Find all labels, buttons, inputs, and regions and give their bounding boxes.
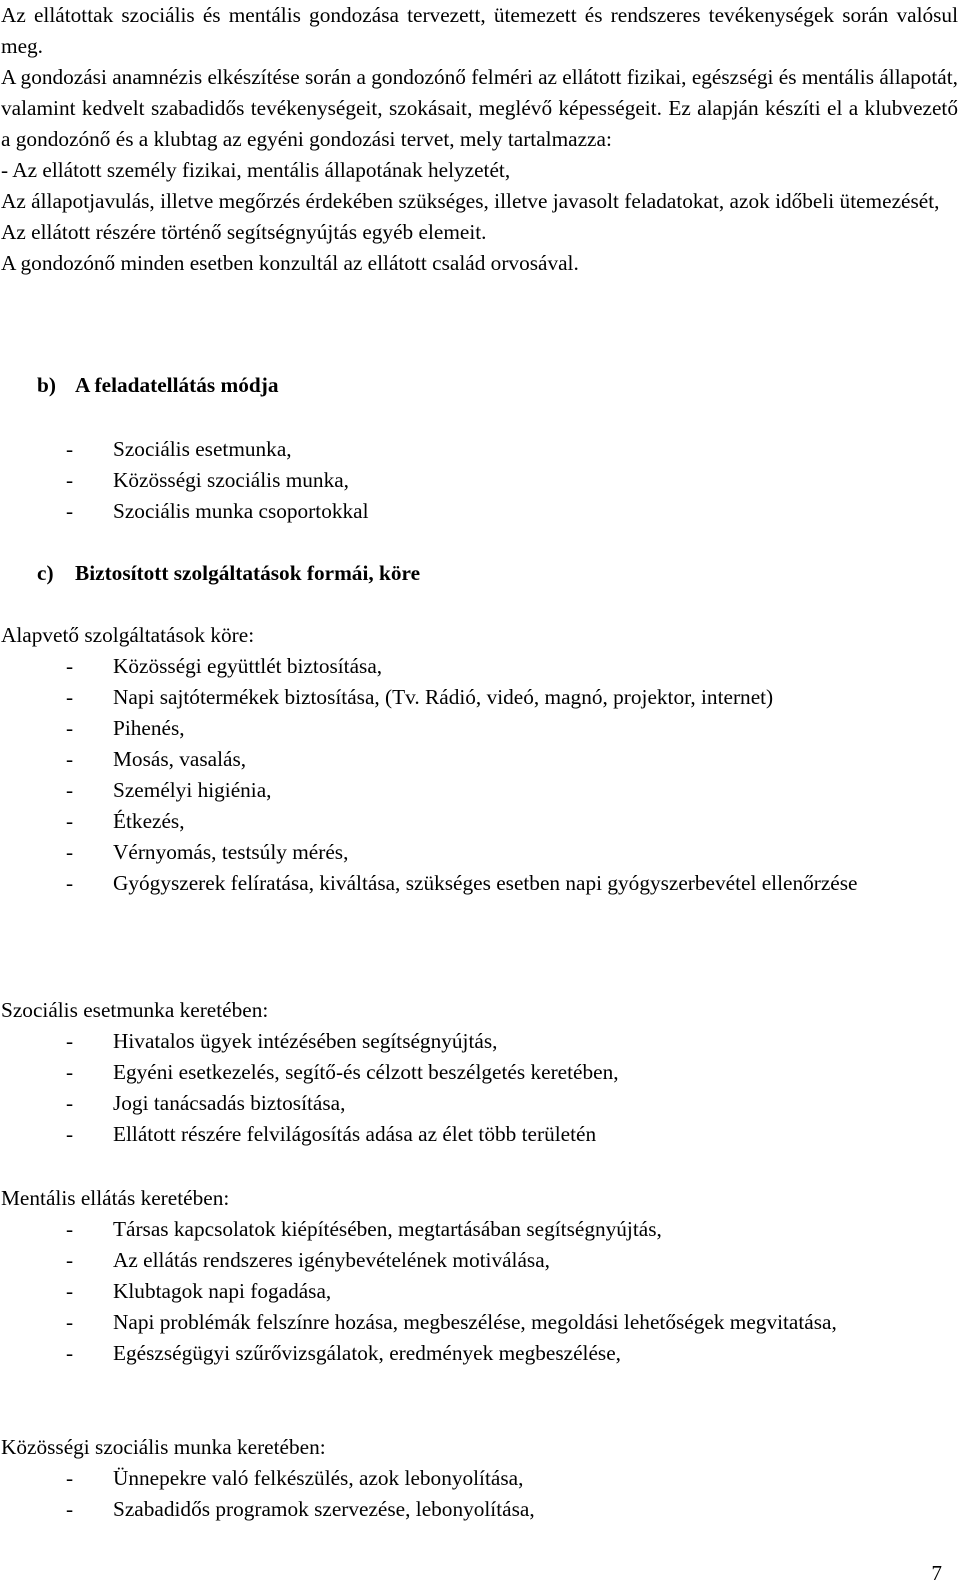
list-item [0,434,960,465]
list-item [0,1463,960,1494]
list-item-text: Vérnyomás, testsúly mérés, [113,840,349,864]
section-c-title: Biztosított szolgáltatások formái, köre [75,561,421,585]
intro-paragraph-2: A gondozási anamnézis elkészítése során a gondozónő felméri az ellátott fizikai, egészségi és mentális állapotát, valamint kedvelt szabadidős tevékenységeit, szokásait, meglévő képességeit. Ez alapján készíti el a klubvezető a gondozónő és a klubtag az egyéni gondozási tervet, mely tartalmazza: [1,65,958,151]
list-item [0,682,960,713]
list-item-text: Étkezés, [113,809,185,833]
list-item [0,1057,960,1088]
list-item [0,775,960,806]
list-item-text: Ünnepekre való felkészülés, azok lebonyolítása, [113,1466,524,1490]
list-item-text: Személyi higiénia, [113,778,272,802]
list-dash: - [66,1248,74,1272]
intro-text [1,0,958,279]
list-item [0,1276,960,1307]
list-item-text: Szociális esetmunka, [113,437,292,461]
mentalis-list-block [0,1214,960,1369]
list-item [0,1088,960,1119]
alapveto-list [0,651,960,899]
list-item [0,1307,960,1338]
kozossegi-list-block [0,1463,960,1525]
section-b-heading [37,370,279,401]
list-dash: - [66,1279,74,1303]
alapveto-label: Alapvető szolgáltatások köre: [1,623,255,647]
list-item [0,1026,960,1057]
esetmunka-list [0,1026,960,1150]
mentalis-list [0,1214,960,1369]
list-item-text: Társas kapcsolatok kiépítésében, megtartásában segítségnyújtás, [113,1217,662,1241]
list-item [0,651,960,682]
list-dash: - [66,437,74,461]
list-dash: - [66,1341,74,1365]
list-dash: - [66,809,74,833]
list-dash: - [66,716,74,740]
list-item-text: Pihenés, [113,716,185,740]
list-item-text: Közösségi együttlét biztosítása, [113,654,383,678]
alapveto-list-block [0,651,960,899]
list-dash: - [66,1091,74,1115]
list-item-text: Közösségi szociális munka, [113,468,349,492]
list-item-text: Az ellátás rendszeres igénybevételének motiválása, [113,1248,550,1272]
list-dash: - [66,1310,74,1334]
list-dash: - [66,1217,74,1241]
list-item [0,713,960,744]
list-dash: - [66,685,74,709]
list-item [0,1245,960,1276]
list-item-text: Mosás, vasalás, [113,747,247,771]
section-c-heading [37,558,420,589]
section-b-list-block [0,434,960,527]
list-item-text: Napi problémák felszínre hozása, megbeszélése, megoldási lehetőségek megvitatása, [113,1310,837,1334]
list-item [0,465,960,496]
list-dash: - [66,871,74,895]
list-item-text: Szociális munka csoportokkal [113,499,369,523]
list-item-text: Hivatalos ügyek intézésében segítségnyújtás, [113,1029,498,1053]
section-b-list [0,434,960,527]
list-item [0,1494,960,1525]
list-item-text: Klubtagok napi fogadása, [113,1279,332,1303]
intro-paragraph-6: A gondozónő minden esetben konzultál az ellátott család orvosával. [1,251,579,275]
list-item-text: Jogi tanácsadás biztosítása, [113,1091,346,1115]
kozossegi-list [0,1463,960,1525]
intro-paragraph-4: Az állapotjavulás, illetve megőrzés érdekében szükséges, illetve javasolt feladatokat, azok időbeli ütemezését, [1,189,940,213]
list-item-text: Egyéni esetkezelés, segítő-és célzott beszélgetés keretében, [113,1060,619,1084]
list-item [0,806,960,837]
esetmunka-label: Szociális esetmunka keretében: [1,998,269,1022]
list-dash: - [66,1029,74,1053]
list-dash: - [66,1060,74,1084]
list-item [0,744,960,775]
intro-paragraph-1: Az ellátottak szociális és mentális gondozása tervezett, ütemezett és rendszeres tevékenységek során valósul meg. [1,3,958,58]
list-item-text: Szabadidős programok szervezése, lebonyolítása, [113,1497,535,1521]
mentalis-label: Mentális ellátás keretében: [1,1186,230,1210]
intro-paragraph-3: - Az ellátott személy fizikai, mentális állapotának helyzetét, [1,158,511,182]
kozossegi-label: Közösségi szociális munka keretében: [1,1435,326,1459]
list-dash: - [66,1466,74,1490]
list-item [0,1338,960,1369]
section-b-letter: b) [37,373,56,397]
list-item [0,496,960,527]
list-dash: - [66,747,74,771]
list-dash: - [66,1497,74,1521]
list-item [0,868,960,899]
list-dash: - [66,499,74,523]
list-item-text: Gyógyszerek felíratása, kiváltása, szükséges esetben napi gyógyszerbevétel ellenőrzése [113,871,858,895]
list-item [0,1119,960,1150]
page-number: 7 [931,1561,942,1585]
list-dash: - [66,840,74,864]
list-dash: - [66,1122,74,1146]
list-dash: - [66,468,74,492]
list-item [0,837,960,868]
section-b-title: A feladatellátás módja [75,373,279,397]
list-dash: - [66,778,74,802]
intro-paragraph-5: Az ellátott részére történő segítségnyújtás egyéb elemeit. [1,220,487,244]
section-c-letter: c) [37,561,54,585]
list-item-text: Ellátott részére felvilágosítás adása az élet több területén [113,1122,597,1146]
list-dash: - [66,654,74,678]
esetmunka-list-block [0,1026,960,1150]
list-item-text: Egészségügyi szűrővizsgálatok, eredmények megbeszélése, [113,1341,621,1365]
list-item-text: Napi sajtótermékek biztosítása, (Tv. Rádió, videó, magnó, projektor, internet) [113,685,774,709]
list-item [0,1214,960,1245]
